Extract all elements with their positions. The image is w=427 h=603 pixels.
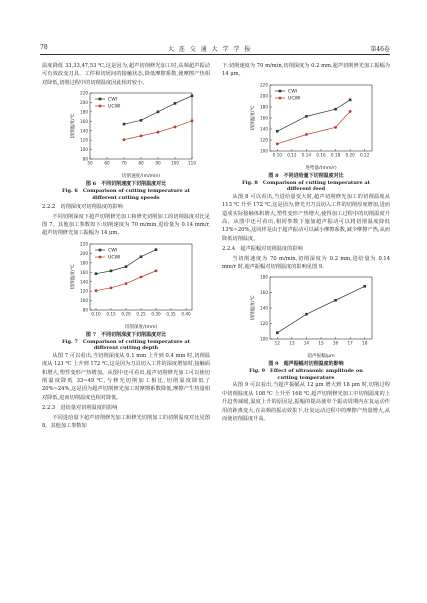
data-point (276, 142, 279, 145)
y-axis-label: 切削温度/℃ (251, 105, 256, 131)
left-column (42, 62, 210, 431)
data-point (334, 108, 337, 111)
y-axis-label: 切削温度/℃ (251, 295, 256, 322)
paragraph: 下:切削速度为 70 m/min,切削深度为 0.2 mm,超声切削修光加工振幅为 14 μm。 (222, 63, 390, 78)
volume-label: 第46卷 (370, 46, 390, 53)
y-tick-label: 200 (80, 250, 88, 256)
data-point (174, 126, 177, 129)
y-tick-label: 100 (260, 337, 268, 343)
x-tick-label: 15 (318, 340, 324, 346)
page-number: 78 (40, 44, 48, 51)
data-point (123, 123, 126, 126)
y-tick-label: 140 (80, 128, 88, 134)
figure-caption-zh: 图 7 不同切削深度下切削温度对比 (85, 331, 167, 338)
data-point (349, 98, 352, 101)
y-tick-label: 180 (260, 275, 268, 281)
paragraph: 从图 8 可以看出,当进给量变大时,超声切削修光加工的切削温度从 113 ℃ 升至 172 ℃,这是因为,修光刃刀具切入工件的切削厚度增加,进而造成实际接触体积增大,塑性变形产热增大,使得加工过程中的切削温度升高。从图中还可看出,相同参数下施加超声振动可以将切削温度降低 13%~20%,这同样是由于超声振动可以减小摩擦系数,减少摩擦产热,从而降低切削温度。 (222, 193, 390, 242)
y-tick-label: 200 (80, 100, 88, 106)
series-line (277, 100, 350, 131)
y-tick-label: 80 (82, 307, 88, 313)
legend-label: CWI (108, 97, 118, 103)
data-point (95, 272, 98, 275)
x-tick-label: 100 (171, 160, 179, 166)
data-point (110, 286, 113, 289)
x-tick-label: 0.20 (121, 311, 131, 317)
legend-marker (279, 90, 282, 93)
data-point (95, 289, 98, 292)
data-point (334, 126, 337, 129)
paragraph: 从图 9 可以看出,当超声振幅从 12 μm 增大到 18 μm 时,切削过程中切削温度从 108 ℃ 上升至 168 ℃,超声切削修光加工中切削温度的上升趋势减缓,温度上升的原因是,振幅的提高使单个振动周期内在复运动作用的距离变大,在高频的振动效果下,壮复运动过程中的摩擦产热量增大,从而使切削温度升高。 (222, 382, 390, 423)
y-tick-label: 120 (80, 137, 88, 143)
y-tick-label: 160 (80, 269, 88, 275)
y-tick-label: 180 (260, 104, 268, 110)
data-point (363, 285, 366, 288)
x-tick-label: 110 (188, 160, 196, 166)
y-tick-label: 100 (80, 147, 88, 153)
chart-fig8 (222, 79, 390, 173)
x-tick-label: 0.25 (136, 311, 146, 317)
x-tick-label: 0.16 (316, 152, 326, 158)
figure-caption-zh: 图 8 不同进给量下切削温度对比 (268, 172, 344, 179)
x-tick-label: 0.30 (151, 311, 161, 317)
y-tick-label: 140 (260, 126, 268, 132)
series-line (124, 121, 192, 140)
data-point (155, 269, 158, 272)
journal-title: 大 连 交 通 大 学 学 报 (168, 46, 252, 53)
y-tick-label: 120 (80, 288, 88, 294)
x-tick-label: 0.22 (360, 152, 370, 158)
data-point (125, 265, 128, 268)
legend-label: UCWI (288, 96, 301, 102)
x-tick-label: 0.18 (330, 152, 341, 158)
section-heading: 2.2.2 切削深度对切削温度的影响 (42, 204, 123, 211)
legend-label: CWI (288, 89, 298, 95)
chart-fig9 (222, 271, 390, 361)
data-point (140, 135, 143, 138)
data-point (305, 115, 308, 118)
x-tick-label: 0.10 (91, 311, 101, 317)
x-tick-label: 0.12 (287, 152, 297, 158)
x-tick-label: 0.40 (181, 311, 191, 317)
legend-marker (99, 249, 102, 252)
data-point (174, 102, 177, 105)
data-point (110, 269, 113, 272)
x-tick-label: 90 (155, 160, 161, 166)
x-tick-label: 13 (289, 340, 295, 346)
y-tick-label: 160 (80, 119, 88, 125)
figure-9 (222, 271, 390, 381)
y-tick-label: 180 (80, 109, 88, 115)
figure-caption-zh: 图 6 不同切削速度下切削温度对比 (85, 181, 167, 188)
data-point (155, 248, 158, 251)
chart-fig6 (42, 87, 210, 181)
figure-caption-en: Fig. 9 Effect of ultrasonic amplitude on (249, 368, 363, 375)
section-heading: 2.2.4 超声振幅对切削温度的影响 (222, 246, 303, 253)
x-tick-label: 12 (274, 340, 280, 346)
legend-label: UCWI (108, 104, 121, 110)
x-tick-label: 18 (362, 340, 368, 346)
legend-label: UCWI (108, 255, 121, 261)
data-point (125, 282, 128, 285)
x-tick-label: 0.10 (272, 152, 282, 158)
figure-caption-en: cutting temperature (277, 374, 335, 381)
figure-caption-en: different cutting depth (93, 345, 159, 352)
data-point (305, 313, 308, 316)
x-tick-label: 60 (104, 160, 110, 166)
y-tick-label: 180 (80, 260, 88, 266)
paragraph: 温度降低 33,33,47,53 ℃,这是因为,超声切削修光加工时,高频超声振动可有效改变刀具、工件和切屑间的接触状态,降低摩擦系数,使摩擦产热相对降低,切削过程中的切削温度因此相对较小。 (42, 63, 210, 86)
figure-8 (222, 79, 390, 193)
series-line (124, 96, 192, 124)
section-heading: 2.2.3 进给量对切削温度的影响 (42, 405, 118, 412)
x-tick-label: 0.15 (106, 311, 116, 317)
figure-caption-zh: 图 9 超声振幅对切削温度的影响 (268, 361, 344, 368)
right-column (222, 62, 390, 424)
chart-fig7 (42, 238, 210, 332)
running-header (40, 44, 390, 55)
data-point (276, 332, 279, 335)
data-point (334, 299, 337, 302)
x-axis-label: 切削速度/(m/min) (121, 174, 161, 180)
legend-marker (99, 105, 102, 108)
y-tick-label: 100 (260, 148, 268, 154)
legend-marker (279, 96, 282, 99)
x-tick-label: 0.35 (166, 311, 176, 317)
x-axis-label: 进给量/(mm/r) (305, 165, 337, 171)
data-point (191, 120, 194, 123)
y-tick-label: 200 (260, 93, 268, 99)
figure-6 (42, 87, 210, 201)
figure-7 (42, 238, 210, 352)
legend-marker (99, 255, 102, 258)
paragraph: 不同进给量下超声切削修光加工和修光切削加工的切削温度对比见图 8。其他加工参数如 (42, 414, 210, 430)
series-line (277, 111, 350, 143)
x-tick-label: 0.20 (345, 152, 355, 158)
data-point (349, 110, 352, 113)
x-axis-label: 切削深度/(mm) (124, 324, 158, 330)
x-tick-label: 17 (347, 340, 353, 346)
y-tick-label: 220 (260, 82, 268, 88)
paragraph: 不同切削深度下超声切削修光加工和修光切削加工的切削温度对比见图 7。其他加工参数如下:切削速度为 70 m/min,进给量为 0.14 mm/r,超声切削修光加工振幅为 14 μm。 (42, 213, 210, 237)
data-point (276, 130, 279, 133)
x-tick-label: 14 (303, 340, 310, 346)
paragraph: 当切削速度为 70 m/min,切削深度为 0.2 mm,进给量为 0.14 mm/r 时,超声振幅对切削温度的影响见图 9。 (222, 255, 390, 271)
data-point (123, 138, 126, 141)
data-point (157, 131, 160, 134)
legend-marker (99, 98, 102, 101)
figure-caption-en: different feed (286, 186, 326, 193)
series-line (277, 287, 364, 334)
y-axis-label: 切削温度/℃ (71, 113, 76, 139)
x-tick-label: 80 (138, 160, 144, 166)
y-tick-label: 160 (260, 290, 268, 296)
figure-caption-en: Fig. 7 Comparison of cutting temperature at (62, 338, 190, 345)
x-tick-label: 0.14 (301, 152, 312, 158)
plot-frame (270, 277, 372, 339)
y-tick-label: 120 (260, 137, 268, 143)
figure-caption-en: Fig. 8 Comparison of cutting temperature at (242, 179, 370, 186)
paragraph: 从图 7 可以看出,当切削深度从 0.1 mm 上升到 0.4 mm 时,切削温度从 121 ℃ 上升到 172 ℃,这是因为刀具切入工件的深度增加时,接触面积增大,塑性变形产热增加。从图中还可看出,超声切削修光加工可以使切削温度降低 33~49 ℃,与修光切削加工相比,切削温度降低了 20%~24%,这是因为超声切削修光加工时摩擦系数降低,摩擦产生热量相对降低,进而切削温度也相对降低。 (42, 352, 210, 401)
series-line (96, 250, 156, 274)
y-tick-label: 100 (80, 298, 88, 304)
y-tick-label: 220 (80, 90, 88, 96)
legend-label: CWI (108, 248, 118, 254)
figure-caption-en: Fig. 6 Comparison of cutting temperature at (62, 188, 190, 195)
data-point (140, 119, 143, 122)
data-point (305, 133, 308, 136)
data-point (191, 95, 194, 98)
y-axis-label: 切削温度/℃ (71, 264, 76, 290)
x-tick-label: 70 (121, 160, 127, 166)
x-tick-label: 16 (332, 340, 339, 346)
data-point (140, 275, 143, 278)
y-tick-label: 220 (80, 241, 88, 247)
x-axis-label: 超声振幅/μm (307, 354, 335, 360)
x-tick-label: 50 (87, 160, 93, 166)
data-point (140, 255, 143, 258)
y-tick-label: 140 (80, 279, 88, 285)
y-tick-label: 120 (260, 321, 268, 327)
series-line (96, 271, 156, 291)
y-tick-label: 140 (260, 306, 268, 312)
y-tick-label: 80 (82, 156, 88, 162)
figure-caption-en: different cutting speeds (92, 194, 160, 201)
data-point (157, 111, 160, 114)
y-tick-label: 160 (260, 115, 268, 121)
